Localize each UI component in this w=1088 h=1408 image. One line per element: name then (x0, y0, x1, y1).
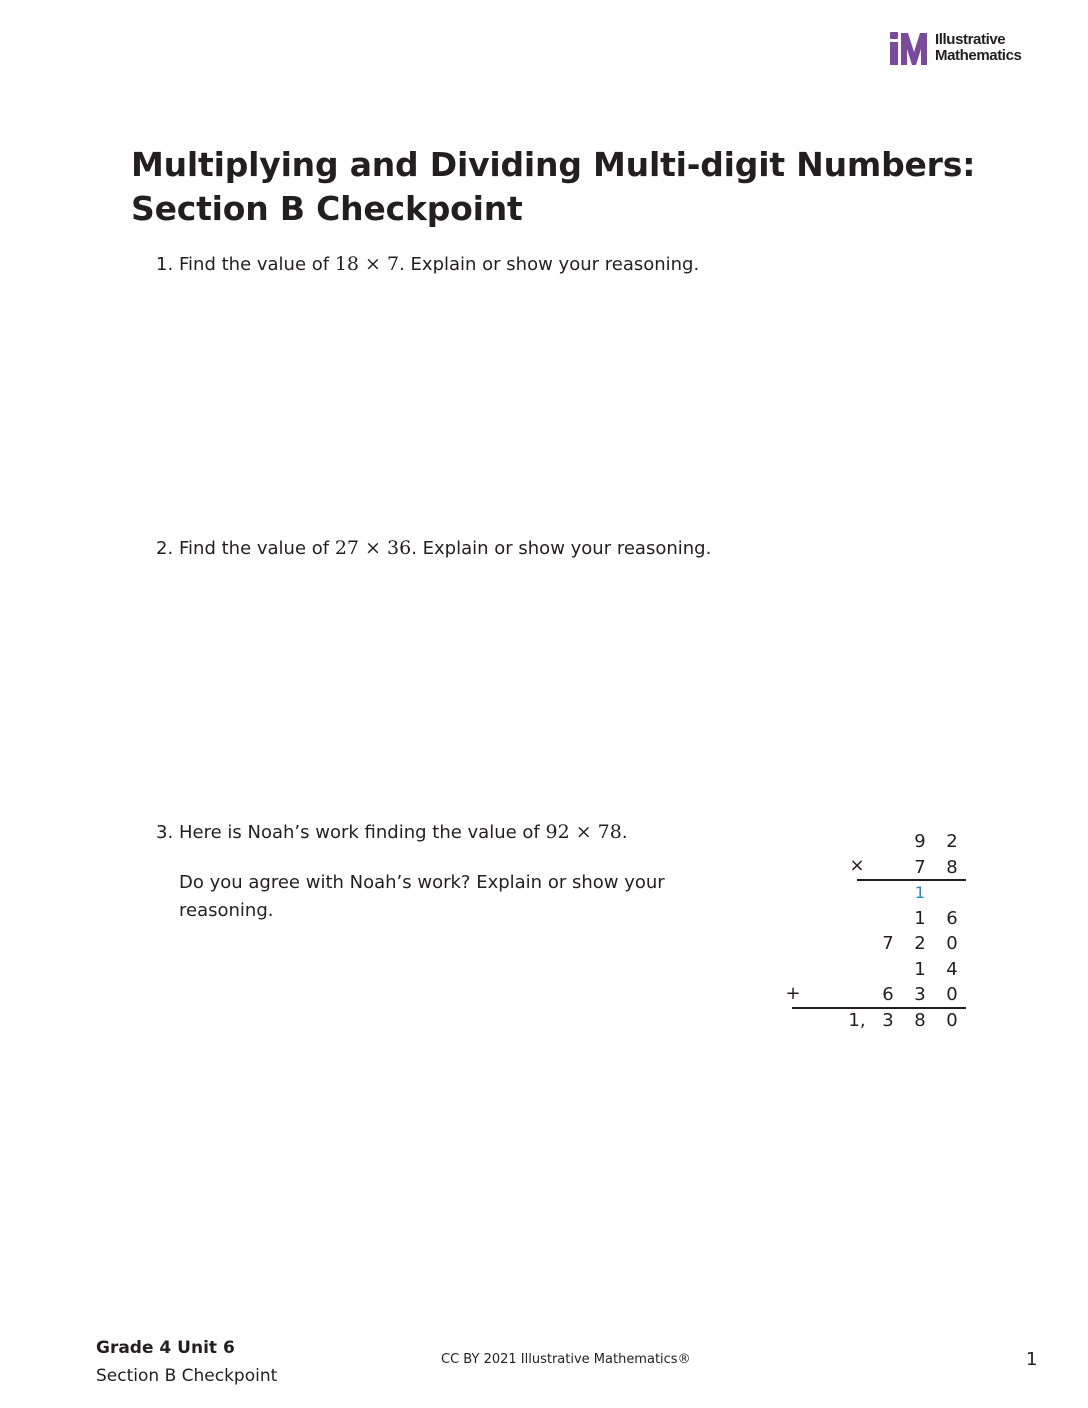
question-text-end: . Explain or show your reasoning. (411, 538, 712, 559)
plus-sign: + (785, 983, 801, 1004)
question-text-end: . Explain or show your reasoning. (399, 254, 700, 275)
illustrative-mathematics-logo (889, 32, 1039, 66)
digit: 4 (946, 959, 958, 980)
digit: 3 (882, 1010, 894, 1031)
digit: 7 (914, 857, 926, 878)
logo-wordmark (935, 32, 1021, 64)
digit: 2 (914, 933, 926, 954)
digit: 2 (946, 831, 958, 852)
digit: 1, (848, 1010, 866, 1031)
title-line-1: Multiplying and Dividing Multi-digit Numbers: (131, 145, 976, 184)
question-3 (156, 820, 628, 845)
question-number: 2. (156, 538, 174, 559)
digit: 3 (914, 984, 926, 1005)
question-text: Here is Noah’s work finding the value of (179, 822, 540, 843)
math-expression: 27 × 36 (334, 537, 412, 559)
digit: 0 (946, 984, 958, 1005)
question-2 (156, 536, 711, 561)
carry-digit: 1 (914, 883, 926, 902)
digit: 8 (914, 1010, 926, 1031)
im-logo-mark (889, 32, 929, 66)
question-1 (156, 252, 699, 277)
math-expression: 92 × 78 (545, 821, 622, 843)
footer-grade-unit: Grade 4 Unit 6 (96, 1338, 235, 1358)
question-text: Find the value of (179, 254, 330, 275)
digit: 6 (882, 984, 894, 1005)
digit: 7 (882, 933, 894, 954)
logo-line-1: Illustrative (935, 31, 1006, 48)
footer-course-info (96, 1334, 277, 1390)
footer-section: Section B Checkpoint (96, 1366, 278, 1386)
question-number: 3. (156, 822, 174, 843)
question-text-end: . (621, 822, 628, 843)
footer-license: CC BY 2021 Illustrative Mathematics® (441, 1352, 691, 1367)
digit: 1 (914, 908, 926, 929)
question-number: 1. (156, 254, 174, 275)
digit: 0 (946, 1010, 958, 1031)
digit: 1 (914, 959, 926, 980)
math-expression: 18 × 7 (334, 253, 400, 275)
digit: 6 (946, 908, 958, 929)
multiply-sign: × (849, 855, 865, 876)
noah-multiplication-work (785, 828, 970, 1038)
digit: 9 (914, 831, 926, 852)
title-line-2: Section B Checkpoint (131, 189, 523, 228)
question-3-followup: Do you agree with Noah’s work? Explain or show your reasoning. (179, 872, 665, 921)
page-title (131, 143, 1011, 231)
digit: 0 (946, 933, 958, 954)
page-number: 1 (1026, 1349, 1038, 1370)
logo-line-2: Mathematics (935, 47, 1022, 64)
digit: 8 (946, 857, 958, 878)
question-text: Find the value of (179, 538, 330, 559)
